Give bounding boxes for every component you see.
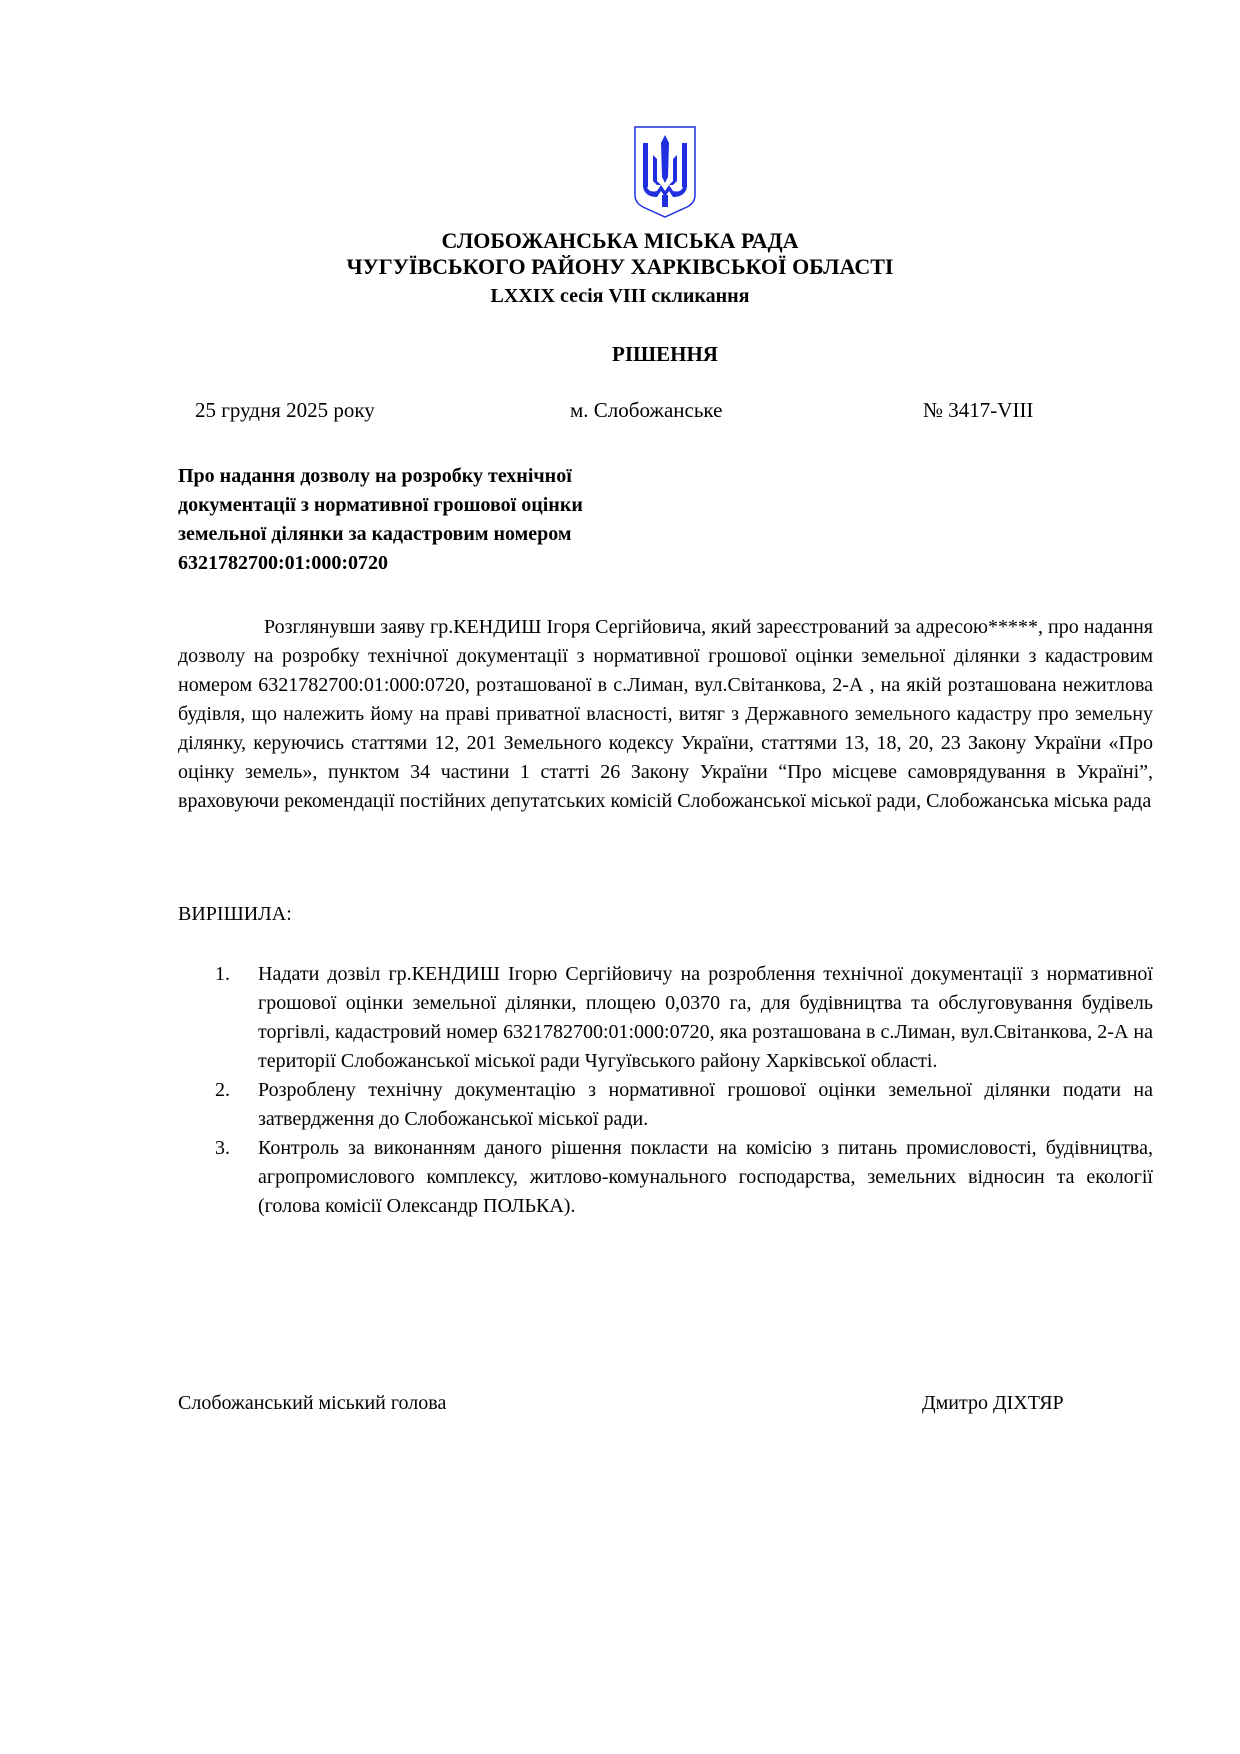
decision-city: м. Слобожанське <box>570 398 723 422</box>
decision-subject <box>178 462 738 578</box>
session-info: LXXIX сесія VIII скликання <box>490 285 750 307</box>
decision-item-text: Розроблену технічну документацію з нормативної грошової оцінки земельної ділянки подати на затвердження до Слобожанської міської ради. <box>258 1079 1153 1130</box>
preamble-paragraph: Розглянувши заяву гр.КЕНДИШ Ігоря Сергійовича, який зареєстрований за адресою*****, про надання дозволу на розробку технічної документації з нормативної грошової оцінки земельної ділянки з кадастровим номером 6321782700:01:000:0720, розташованої в с.Лиман, вул.Світанкова, 2-А , на якій розташована нежитлова будівля, що належить йому на праві приватної власності, витяг з Державного земельного кадастру про земельну ділянку, керуючись статтями 12, 201 Земельного кодексу України, статтями 13, 18, 20, 23 Закону України «Про оцінку земель», пунктом 34 частини 1 статті 26 Закону України “Про місцеве самоврядування в Україні”, враховуючи рекомендації постійних депутатських комісій Слобожанської міської ради, Слобожанська міська рада <box>178 616 1153 812</box>
decision-item <box>178 1076 1153 1134</box>
decision-item <box>178 960 1153 1076</box>
resolved-label: ВИРІШИЛА: <box>178 903 292 925</box>
coat-of-arms-icon <box>633 125 697 219</box>
decision-item-number: 2. <box>215 1079 230 1101</box>
decision-list <box>178 960 1153 1221</box>
signatory-name: Дмитро ДІХТЯР <box>922 1392 1064 1414</box>
decision-item <box>178 1134 1153 1221</box>
subject-line: земельної ділянки за кадастровим номером <box>178 523 572 545</box>
council-name: СЛОБОЖАНСЬКА МІСЬКА РАДА <box>441 228 799 253</box>
decision-item-number: 3. <box>215 1137 230 1159</box>
subject-line: Про надання дозволу на розробку технічної <box>178 465 572 487</box>
decision-item-text: Контроль за виконанням даного рішення покласти на комісію з питань промисловості, будівництва, агропромислового комплексу, житлово-комунального господарства, земельних відносин та екології (голова комісії Олександр ПОЛЬКА). <box>258 1137 1153 1217</box>
decision-number: № 3417-VIII <box>923 398 1034 422</box>
signatory-position: Слобожанський міський голова <box>178 1392 447 1414</box>
subject-line: 6321782700:01:000:0720 <box>178 552 388 574</box>
decision-date: 25 грудня 2025 року <box>195 398 375 422</box>
subject-line: документації з нормативної грошової оцінки <box>178 494 583 516</box>
district-region: ЧУГУЇВСЬКОГО РАЙОНУ ХАРКІВСЬКОЇ ОБЛАСТІ <box>346 254 894 279</box>
decision-item-text: Надати дозвіл гр.КЕНДИШ Ігорю Сергійовичу на розроблення технічної документації з нормативної грошової оцінки земельної ділянки, площею 0,0370 га, для будівництва та обслуговування будівель торгівлі, кадастровий номер 6321782700:01:000:0720, яка розташована в с.Лиман, вул.Світанкова, 2-А на території Слобожанської міської ради Чугуївського району Харківської області. <box>258 963 1153 1072</box>
decision-item-number: 1. <box>215 963 230 985</box>
document-title: РІШЕННЯ <box>612 342 718 366</box>
